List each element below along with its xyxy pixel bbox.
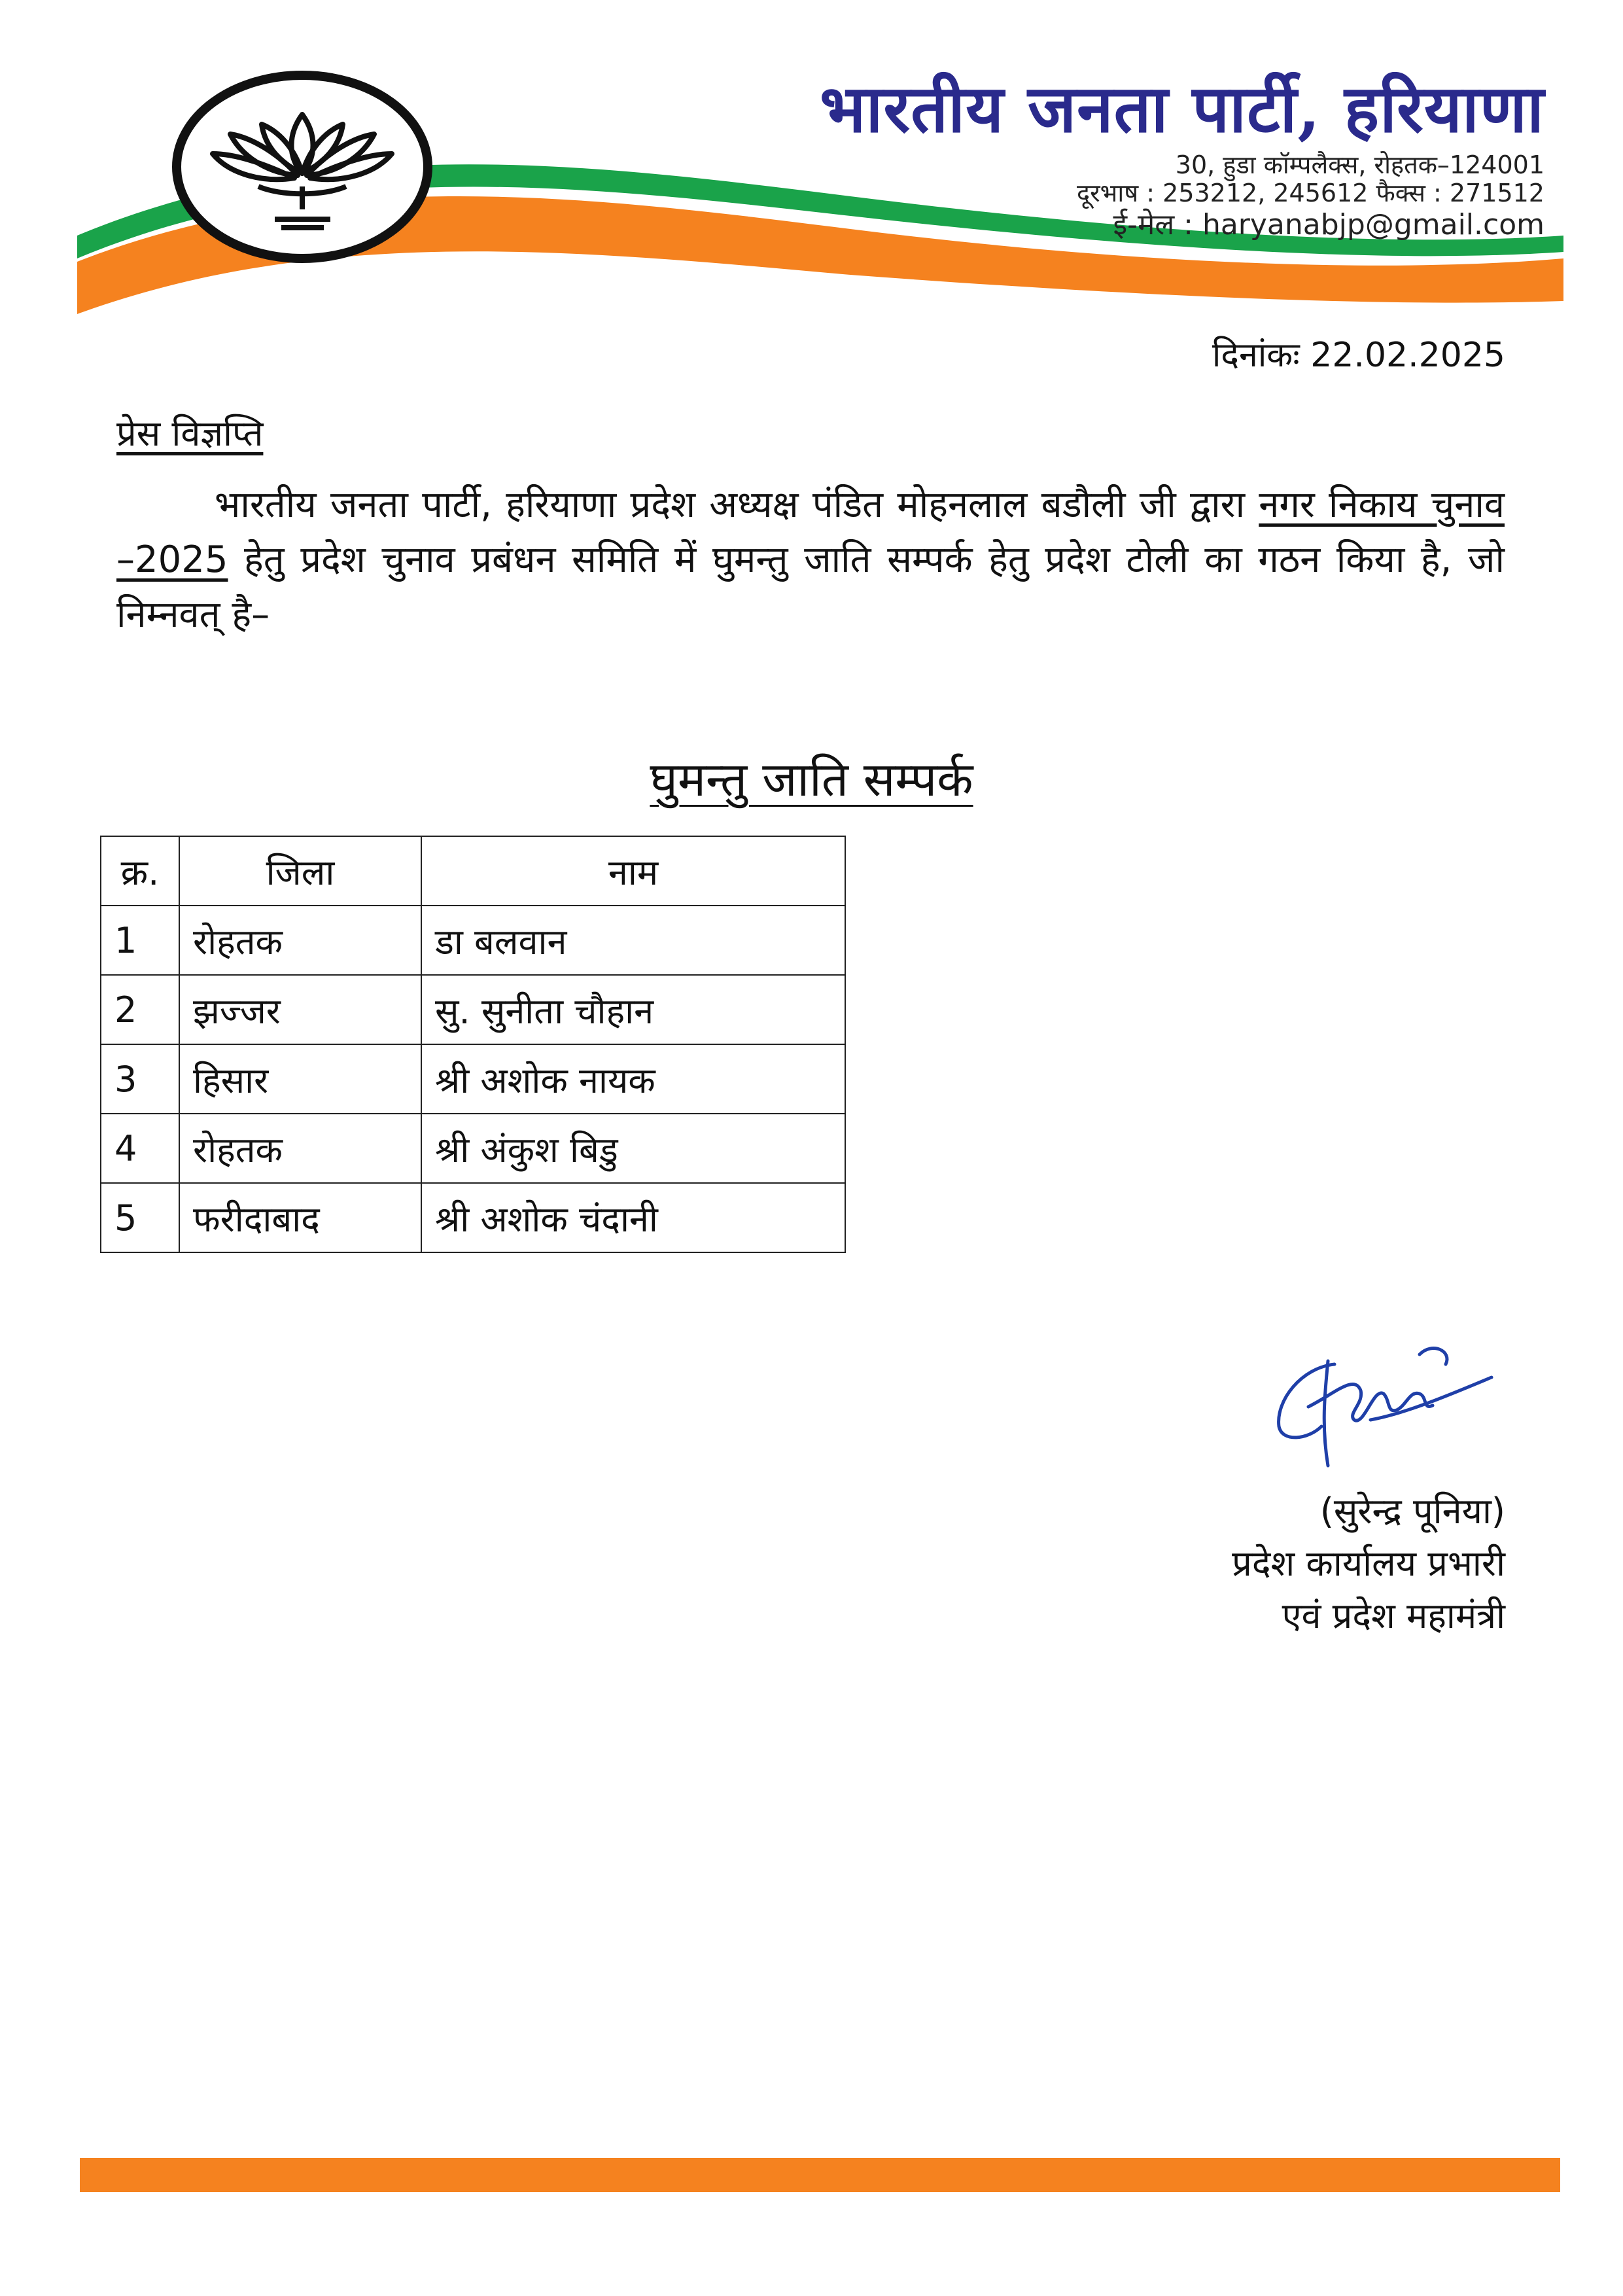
table-row (101, 975, 845, 1044)
org-address: 30, हुडा कॉम्पलैक्स, रोहतक–124001 (1175, 150, 1544, 179)
footer-bar (80, 2158, 1560, 2192)
header-name: नाम (421, 836, 845, 906)
cell-name: श्री अंकुश बिडु (421, 1114, 845, 1183)
signatory-block (1232, 1485, 1505, 1642)
body-paragraph (116, 478, 1505, 643)
section-title-text: घुमन्तु जाति सम्पर्क (650, 752, 973, 807)
cell-district: फरीदाबाद (179, 1183, 421, 1252)
press-release-heading: प्रेस विज्ञप्ति (116, 413, 264, 454)
cell-district: रोहतक (179, 906, 421, 975)
team-table (100, 836, 846, 1253)
cell-name: श्री अशोक चंदानी (421, 1183, 845, 1252)
table-row (101, 1114, 845, 1183)
signatory-designation-2: एवं प्रदेश महामंत्री (1282, 1595, 1505, 1636)
body-underlined-election: नगर निकाय चुनाव –2025 (116, 484, 1505, 581)
cell-name: सु. सुनीता चौहान (421, 975, 845, 1044)
org-name: भारतीय जनता पार्टी, हरियाणा (820, 70, 1544, 147)
cell-district: रोहतक (179, 1114, 421, 1183)
org-phone-fax: दूरभाष : 253212, 245612 फैक्स : 271512 (1076, 179, 1544, 207)
cell-serial: 5 (101, 1183, 179, 1252)
table-row (101, 1183, 845, 1252)
lotus-icon (177, 75, 428, 258)
table-row (101, 1044, 845, 1114)
date-line: दिनांकः 22.02.2025 (1212, 336, 1505, 375)
cell-district: हिसार (179, 1044, 421, 1114)
table-header-row (101, 836, 845, 906)
cell-name: श्री अशोक नायक (421, 1044, 845, 1114)
cell-serial: 1 (101, 906, 179, 975)
signatory-name: (सुरेन्द्र पूनिया) (1319, 1491, 1505, 1532)
table-row (101, 906, 845, 975)
cell-name: डा बलवान (421, 906, 845, 975)
signatory-designation-1: प्रदेश कार्यालय प्रभारी (1232, 1543, 1505, 1584)
handwritten-signature (1256, 1328, 1505, 1472)
cell-serial: 4 (101, 1114, 179, 1183)
header-district: जिला (179, 836, 421, 906)
section-title (0, 746, 1623, 810)
org-email: ई-मेल : haryanabjp@gmail.com (1113, 208, 1544, 241)
cell-serial: 3 (101, 1044, 179, 1114)
cell-district: झज्जर (179, 975, 421, 1044)
header-serial: क्र. (101, 836, 179, 906)
cell-serial: 2 (101, 975, 179, 1044)
body-part2: हेतु प्रदेश चुनाव प्रबंधन समिति में घुमन्तु जाति सम्पर्क हेतु प्रदेश टोली का गठन किया है, जो निम्नवत् है– (116, 539, 1505, 636)
body-part1: भारतीय जनता पार्टी, हरियाणा प्रदेश अध्यक्ष पंडित मोहनलाल बडौली जी द्वारा (215, 484, 1246, 526)
